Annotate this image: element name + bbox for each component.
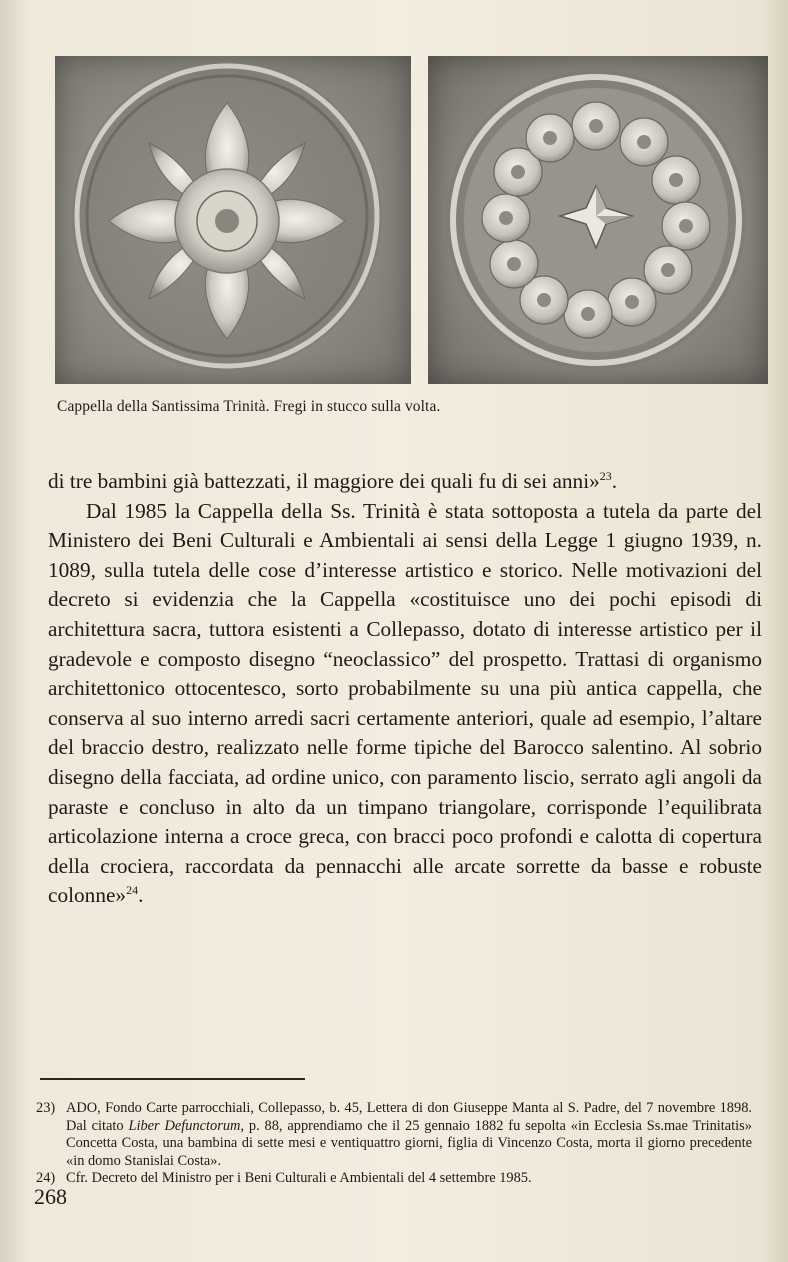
page-number: 268: [34, 1184, 67, 1209]
paragraph-2: [48, 497, 762, 911]
main-text: [48, 467, 762, 911]
footnote-ref-23: 23: [599, 468, 612, 483]
stucco-rosette-photo-right: [428, 56, 768, 384]
footnote-text: [66, 1100, 752, 1170]
wreath-star-rosette-image: [428, 56, 768, 384]
footnote-number: 23): [36, 1100, 56, 1116]
footnote-text: Cfr. Decreto del Ministro per i Beni Culturali e Ambientali del 4 settembre 1985.: [66, 1170, 532, 1186]
footnote-italic-title: Liber Defunctorum: [128, 1117, 241, 1134]
paragraph-1-end: .: [611, 469, 618, 493]
footnote-23: [36, 1100, 752, 1170]
footnote-separator: [40, 1078, 305, 1080]
figure-caption: Cappella della Santissima Trinità. Fregi in stucco sulla volta.: [57, 398, 441, 415]
footnote-number: 24): [36, 1170, 56, 1186]
paragraph-2-end: .: [138, 883, 144, 908]
paragraph-1-text: di tre bambini già battezzati, il maggiore dei quali fu di sei anni»: [48, 469, 600, 493]
floral-rosette-image: [55, 56, 411, 384]
footnotes: [36, 1100, 752, 1188]
paragraph-2-text: Dal 1985 la Cappella della Ss. Trinità è stata sottoposta a tutela da parte del Ministero dei Beni Culturali e Ambientali ai sensi della Legge 1 giugno 1939, n. 1089, sulla tutela delle cose d’interesse artistico e storico. Nelle motivazioni del decreto si evidenzia che la Cappella «costituisce uno dei pochi episodi di architettura sacra, tuttora esistenti a Collepasso, dotato di interesse artistico per il gradevole e composto disegno “neoclassico” del prospetto. Trattasi di organismo architettonico ottocentesco, sorto probabilmente su una più antica cappella, che conserva al suo interno arredi sacri certamente anteriori, quale ad esempio, l’altare del braccio destro, realizzato nelle forme tipiche del Barocco salentino. Al sobrio disegno della facciata, ad ordine unico, con paramento liscio, serrato agli angoli da paraste e concluso in alto da un timpano triangolare, corrisponde l’equilibrata articolazione interna a croce greca, con bracci poco profondi e calotta di copertura della crociera, raccordata da pennacchi alle arcate sorrette da basse e robuste colonne»: [48, 498, 762, 908]
paragraph-1: [48, 467, 762, 497]
footnote-ref-24: 24: [126, 883, 139, 898]
footnote-24: [36, 1170, 752, 1188]
footnote-text-part-b: , p. 88, apprendiamo che il 25 gennaio 1882 fu sepolta «in Ecclesia Ss.mae Trinitatis» Concetta Costa, una bambina di sette mesi e ventiquattro giorni, figlia di Vincenzo Costa, morta il giorno precedente «in domo Stanislai Costa».: [66, 1117, 752, 1169]
footnote-text-part-a: ADO, Fondo Carte parrocchiali, Collepasso, b. 45, Lettera di don Giuseppe Manta al S. Padre, del 7 novembre 1898. Dal citato: [66, 1100, 752, 1134]
stucco-rosette-photo-left: [55, 56, 411, 384]
